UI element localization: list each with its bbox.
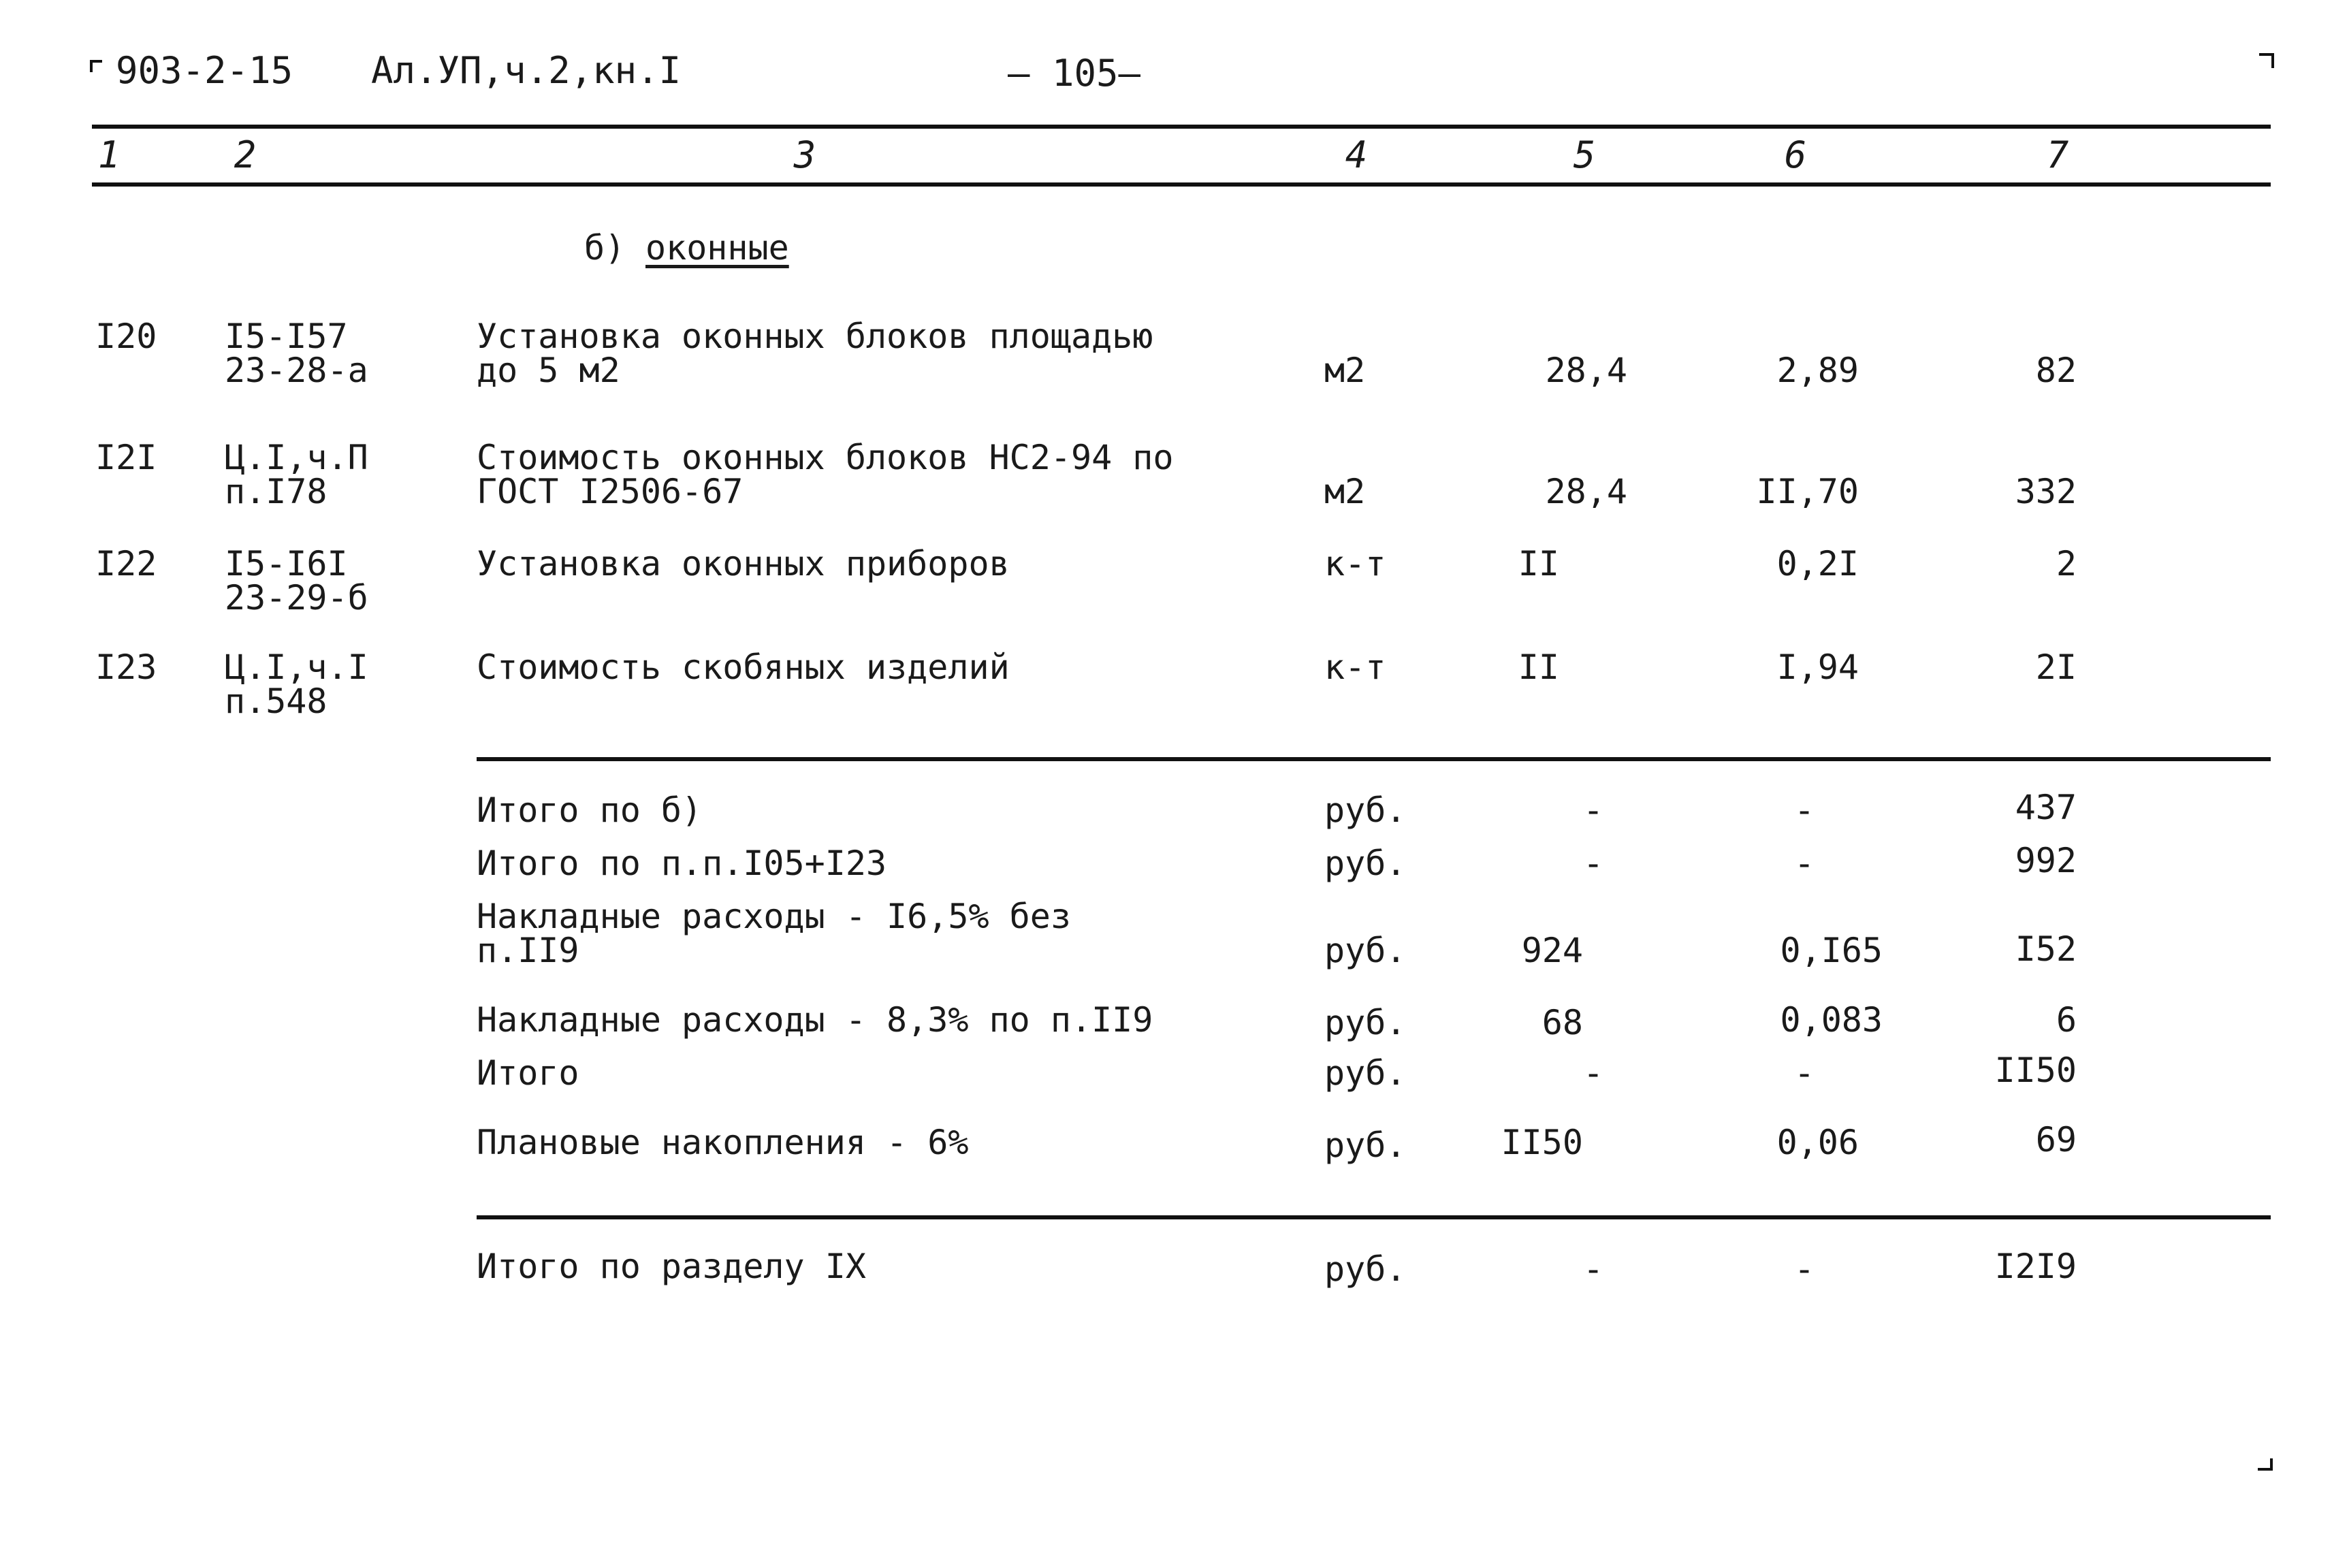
subsection-label: б) bbox=[584, 228, 626, 268]
row-code-line-2: п.548 bbox=[225, 682, 328, 721]
col-header-3: 3 bbox=[793, 133, 816, 176]
header-top-rule bbox=[92, 125, 2271, 129]
doc-code: 903-2-15 bbox=[116, 49, 293, 92]
row-number: I22 bbox=[95, 544, 157, 583]
row-total: 2I bbox=[2035, 647, 2077, 687]
corner-mark-top-right bbox=[2259, 53, 2274, 68]
row-unit-price: 0,2I bbox=[1776, 544, 1859, 583]
corner-mark-top-left bbox=[90, 60, 102, 72]
row-unit: м2 bbox=[1324, 351, 1366, 390]
total-unit: руб. bbox=[1324, 1125, 1407, 1165]
row-total: 332 bbox=[2015, 472, 2077, 511]
row-quantity: 28,4 bbox=[1545, 472, 1627, 511]
total-description-line-1: Накладные расходы - I6,5% без bbox=[477, 897, 1071, 936]
row-code-line-1: Ц.I,ч.П bbox=[225, 438, 368, 477]
col-header-5: 5 bbox=[1573, 133, 1596, 176]
total-quantity: - bbox=[1582, 1053, 1604, 1093]
total-quantity: 924 bbox=[1521, 931, 1583, 970]
row-unit-price: I,94 bbox=[1776, 647, 1859, 687]
total-quantity: 68 bbox=[1542, 1003, 1583, 1042]
row-description-line-1: Установка оконных приборов bbox=[477, 544, 1010, 583]
total-unit-price: 0,083 bbox=[1780, 1000, 1883, 1040]
row-code-line-1: Ц.I,ч.I bbox=[225, 647, 368, 687]
col-header-1: 1 bbox=[97, 133, 121, 176]
row-code-line-1: I5-I6I bbox=[225, 544, 348, 583]
row-unit-price: 2,89 bbox=[1776, 351, 1859, 390]
row-description-line-1: Стоимость скобяных изделий bbox=[477, 647, 1010, 687]
total-amount: 992 bbox=[2015, 841, 2077, 880]
row-quantity: II bbox=[1518, 647, 1559, 687]
header-bottom-rule bbox=[92, 182, 2271, 187]
total-unit-price: 0,I65 bbox=[1780, 931, 1883, 970]
col-header-4: 4 bbox=[1345, 133, 1368, 176]
corner-mark-bottom-right bbox=[2258, 1458, 2273, 1471]
total-amount: 437 bbox=[2015, 788, 2077, 827]
row-unit: м2 bbox=[1324, 472, 1366, 511]
col-header-2: 2 bbox=[234, 133, 257, 176]
row-unit: к-т bbox=[1324, 647, 1386, 687]
row-description-line-2: ГОСТ I2506-67 bbox=[477, 472, 744, 511]
total-unit: руб. bbox=[1324, 1003, 1407, 1042]
subsection-title: оконные bbox=[645, 228, 789, 268]
row-code-line-2: 23-29-б bbox=[225, 578, 368, 618]
row-quantity: 28,4 bbox=[1545, 351, 1627, 390]
total-unit: руб. bbox=[1324, 844, 1407, 883]
col-header-6: 6 bbox=[1784, 133, 1807, 176]
grand-total-quantity: - bbox=[1582, 1249, 1604, 1289]
total-description: Плановые накопления - 6% bbox=[477, 1123, 969, 1162]
row-code-line-2: п.I78 bbox=[225, 472, 328, 511]
total-description: Итого bbox=[477, 1053, 579, 1093]
total-quantity: - bbox=[1582, 844, 1604, 883]
total-amount: II50 bbox=[1994, 1051, 2077, 1090]
page-number: — 105— bbox=[1008, 52, 1141, 95]
grand-total-unit-price: - bbox=[1793, 1249, 1815, 1289]
row-description-line-1: Стоимость оконных блоков НС2-94 по bbox=[477, 438, 1174, 477]
row-description-line-1: Установка оконных блоков площадью bbox=[477, 317, 1153, 356]
total-unit: руб. bbox=[1324, 790, 1407, 830]
total-amount: I52 bbox=[2015, 929, 2077, 969]
total-unit: руб. bbox=[1324, 1053, 1407, 1093]
row-code-line-1: I5-I57 bbox=[225, 317, 348, 356]
total-quantity: II50 bbox=[1501, 1123, 1583, 1162]
total-amount: 69 bbox=[2035, 1120, 2077, 1159]
row-unit-price: II,70 bbox=[1756, 472, 1859, 511]
row-number: I2I bbox=[95, 438, 157, 477]
total-unit-price: - bbox=[1793, 790, 1815, 830]
grand-total-rule bbox=[477, 1215, 2271, 1219]
total-quantity: - bbox=[1582, 790, 1604, 830]
grand-total-amount: I2I9 bbox=[1994, 1247, 2077, 1286]
col-header-7: 7 bbox=[2046, 133, 2069, 176]
total-unit-price: 0,06 bbox=[1776, 1123, 1859, 1162]
total-unit: руб. bbox=[1324, 931, 1407, 970]
album-ref: Ал.УП,ч.2,кн.I bbox=[371, 49, 682, 92]
total-amount: 6 bbox=[2056, 1000, 2077, 1040]
row-quantity: II bbox=[1518, 544, 1559, 583]
total-description-line-2: п.II9 bbox=[477, 931, 579, 970]
row-description-line-2: до 5 м2 bbox=[477, 351, 620, 390]
row-total: 82 bbox=[2035, 351, 2077, 390]
row-code-line-2: 23-28-а bbox=[225, 351, 368, 390]
totals-top-rule bbox=[477, 757, 2271, 761]
total-description: Итого по б) bbox=[477, 790, 703, 830]
row-total: 2 bbox=[2056, 544, 2077, 583]
row-number: I23 bbox=[95, 647, 157, 687]
row-number: I20 bbox=[95, 317, 157, 356]
grand-total-description: Итого по разделу IX bbox=[477, 1247, 866, 1286]
total-description: Накладные расходы - 8,3% по п.II9 bbox=[477, 1000, 1153, 1040]
total-unit-price: - bbox=[1793, 1053, 1815, 1093]
total-description: Итого по п.п.I05+I23 bbox=[477, 844, 887, 883]
total-unit-price: - bbox=[1793, 844, 1815, 883]
row-unit: к-т bbox=[1324, 544, 1386, 583]
grand-total-unit: руб. bbox=[1324, 1249, 1407, 1289]
